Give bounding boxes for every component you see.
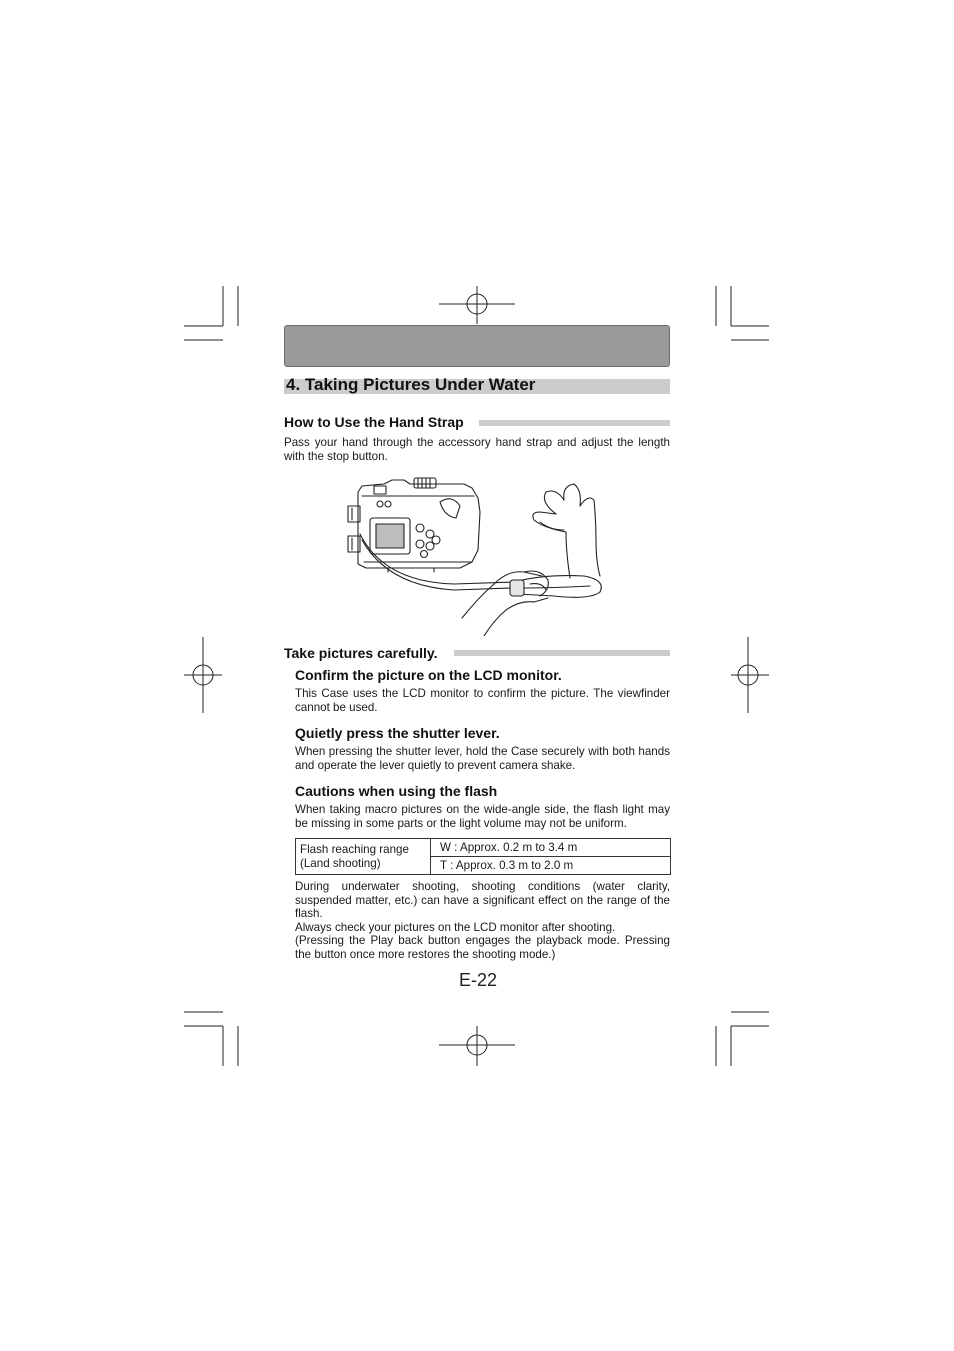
shutter-text: When pressing the shutter lever, hold the Case securely with both hands and operate the lever quietly to prevent camera shake.: [295, 745, 670, 772]
flash-notes: [295, 880, 670, 962]
flash-text: When taking macro pictures on the wide-angle side, the flash light may be missing in some parts or the light volume may not be uniform.: [295, 803, 670, 830]
confirm-text: This Case uses the LCD monitor to confirm the picture. The viewfinder cannot be used.: [295, 687, 670, 714]
flash-range-wide: W : Approx. 0.2 m to 3.4 m: [431, 839, 671, 857]
page-number: E-22: [459, 970, 498, 990]
flash-note-underwater: During underwater shooting, shooting conditions (water clarity, suspended matter, etc.) can have a significant effect on the range of the flash.: [295, 880, 670, 921]
flash-range-table: [295, 838, 671, 875]
confirm-heading: Confirm the picture on the LCD monitor.: [295, 667, 562, 683]
heading-rule: [454, 650, 670, 656]
flash-note-playback: (Pressing the Play back button engages the playback mode. Pressing the button once more restores the shooting mode.): [295, 934, 670, 961]
hand-strap-camera-case-illustration: [344, 472, 620, 636]
section-title-bar: [284, 375, 670, 394]
flash-range-tele: T : Approx. 0.3 m to 2.0 m: [431, 857, 671, 875]
flash-range-label-line1: Flash reaching range: [300, 843, 409, 856]
heading-rule: [479, 420, 670, 426]
shutter-heading: Quietly press the shutter lever.: [295, 725, 500, 741]
hand-strap-heading: How to Use the Hand Strap: [284, 414, 464, 430]
flash-heading: Cautions when using the flash: [295, 783, 498, 799]
take-pictures-heading: Take pictures carefully.: [284, 645, 438, 661]
header-banner: [284, 325, 670, 367]
flash-range-label-line2: (Land shooting): [300, 857, 381, 870]
hand-strap-text: Pass your hand through the accessory hand strap and adjust the length with the stop button.: [284, 436, 670, 463]
flash-note-check: Always check your pictures on the LCD monitor after shooting.: [295, 920, 616, 934]
section-title: 4. Taking Pictures Under Water: [286, 375, 536, 394]
flash-range-label: [296, 839, 431, 875]
